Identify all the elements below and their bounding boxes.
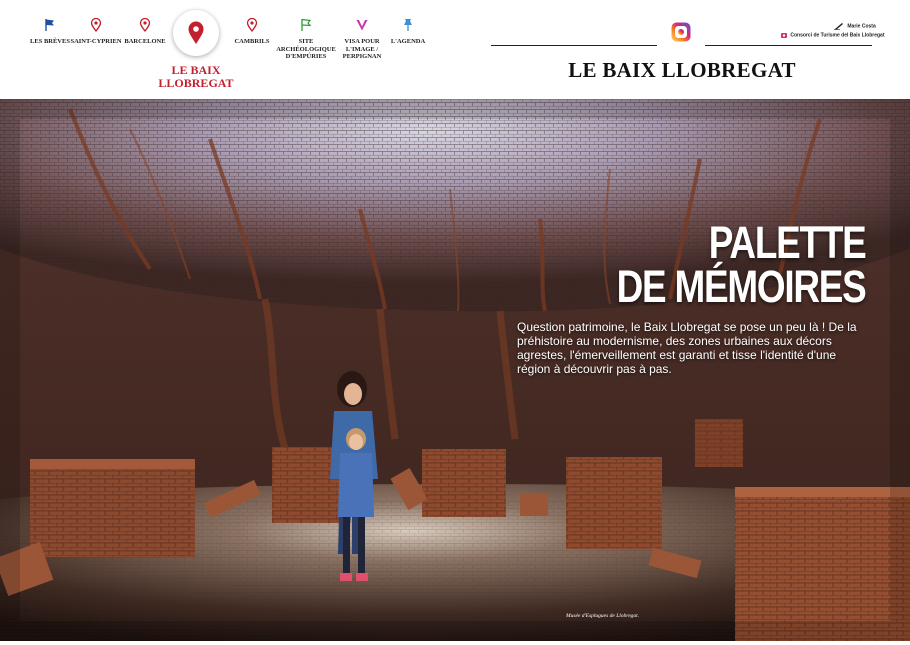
section-nav bbox=[28, 10, 468, 98]
flag-icon bbox=[43, 18, 57, 32]
header-rule-right bbox=[705, 45, 872, 46]
nav-label: BARCELONE bbox=[124, 38, 166, 45]
nav-label: LES BRÈVES bbox=[30, 38, 70, 45]
nav-item-barcelone[interactable] bbox=[120, 18, 170, 46]
brick-stack bbox=[30, 459, 195, 557]
camera-icon bbox=[781, 32, 787, 38]
photo-caption: Musée d'Esplugues de Llobregat. bbox=[566, 613, 640, 619]
pushpin-icon bbox=[401, 18, 415, 32]
headline-line-2: DE MÉMOIRES bbox=[617, 261, 866, 312]
nav-label: SAINT-CYPRIEN bbox=[70, 38, 122, 45]
article-lead: Question patrimoine, le Baix Llobregat se pose un peu là ! De la préhistoire au modernisme, des zones urbaines aux décors agrestes, l'émerveillement est garanti et tisse l'identité d'une région à découvrir pas à pas. bbox=[517, 320, 857, 376]
nav-label: CAMBRILS bbox=[234, 38, 270, 45]
nav-item-le-baix-llobregat[interactable] bbox=[158, 10, 234, 90]
author-name: Marie Costa bbox=[847, 23, 876, 30]
nav-item-les-breves[interactable] bbox=[28, 18, 72, 46]
nav-item-visa-pour-l-image[interactable] bbox=[338, 18, 386, 61]
header-rule-left bbox=[491, 45, 657, 46]
map-pin-icon bbox=[187, 21, 205, 45]
pen-icon bbox=[834, 22, 844, 30]
author-credit bbox=[834, 22, 876, 30]
flag-outline-icon bbox=[299, 18, 313, 32]
instagram-icon[interactable] bbox=[671, 22, 691, 42]
nav-label: L'AGENDA bbox=[390, 38, 426, 45]
nav-label: SITE ARCHÉOLOGIQUE D'EMPÚRIES bbox=[276, 38, 336, 60]
active-section-label: LE BAIX LLOBREGAT bbox=[158, 63, 234, 90]
brick-stack bbox=[272, 447, 340, 523]
visa-v-icon bbox=[355, 18, 369, 32]
map-pin-icon bbox=[89, 18, 103, 32]
photo-credit-text: Consorci de Turisme del Baix Llobregat bbox=[790, 32, 885, 39]
page-section-title: LE BAIX LLOBREGAT bbox=[568, 58, 796, 82]
nav-item-cambrils[interactable] bbox=[230, 18, 274, 46]
brick-stack bbox=[695, 419, 743, 467]
hero-photo bbox=[0, 99, 910, 641]
headline-line-1: PALETTE bbox=[709, 217, 866, 268]
brick-stack bbox=[422, 449, 506, 517]
brick-stack bbox=[566, 457, 662, 549]
nav-item-empuries[interactable] bbox=[276, 18, 336, 61]
photo-credit bbox=[781, 32, 885, 38]
map-pin-icon bbox=[245, 18, 259, 32]
brick-stack bbox=[735, 487, 910, 641]
article-headline bbox=[617, 217, 866, 312]
active-indicator bbox=[173, 10, 219, 56]
nav-item-agenda[interactable] bbox=[388, 18, 428, 46]
map-pin-icon bbox=[138, 18, 152, 32]
nav-item-saint-cyprien[interactable] bbox=[70, 18, 122, 46]
nav-label: VISA POUR L'IMAGE / PERPIGNAN bbox=[342, 38, 382, 60]
